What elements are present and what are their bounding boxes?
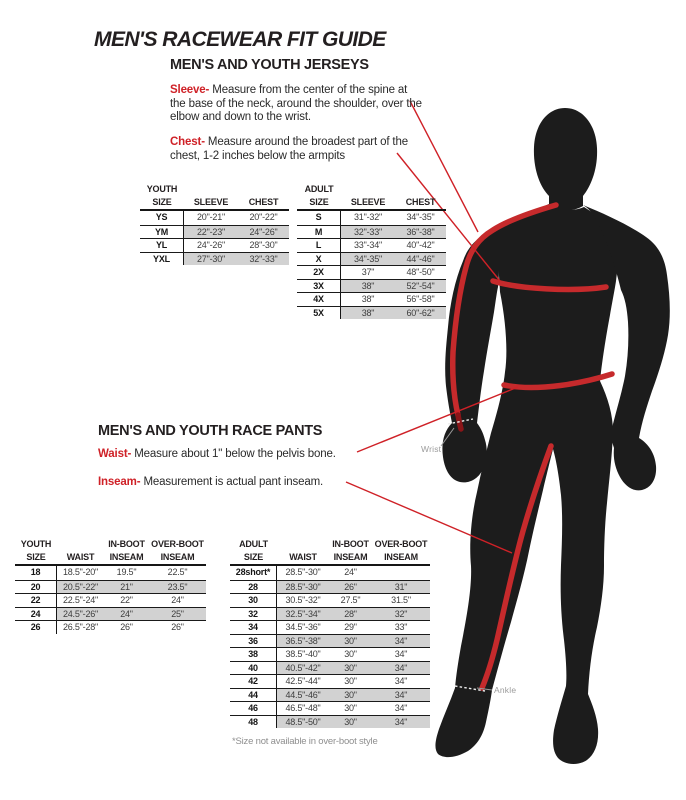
value-cell: 30": [329, 689, 372, 702]
value-cell: 28.5"-30": [277, 581, 329, 594]
value-cell: 44"-46": [395, 253, 446, 266]
value-cell: 30": [329, 635, 372, 648]
value-cell: 34": [372, 662, 430, 675]
value-cell: 22.5": [167, 567, 188, 577]
value-cell: 24"-26": [196, 240, 225, 250]
table-row: [230, 580, 430, 594]
table-body: [140, 211, 289, 265]
size-cell: YS: [140, 211, 184, 225]
size-cell: 36: [230, 635, 277, 648]
value-cell: 26": [329, 581, 372, 594]
value-cell: 26": [171, 622, 184, 632]
size-cell: 38: [230, 648, 277, 661]
value-cell: 32"-33": [341, 226, 395, 239]
value-cell: 30": [344, 676, 357, 686]
wrist-label: Wrist: [421, 444, 442, 454]
head-shape: [534, 108, 597, 211]
value-cell: 38": [341, 280, 395, 293]
value-cell: 32": [372, 608, 430, 621]
value-cell: 34": [394, 649, 408, 659]
value-cell: 30": [329, 662, 372, 675]
table-row: [140, 225, 289, 239]
waist-instruction-text: Measure about 1" below the pelvis bone.: [131, 448, 336, 460]
column-header: SIZE: [152, 197, 172, 207]
size-cell: M: [297, 226, 341, 239]
value-cell: 24": [344, 567, 357, 577]
size-cell: 42: [230, 675, 277, 688]
value-cell: 29": [344, 622, 357, 632]
table-row: [297, 225, 446, 239]
table-row: [230, 661, 430, 675]
table-row: [230, 674, 430, 688]
table-header-row: [15, 551, 206, 566]
column-header: CHEST: [405, 197, 436, 207]
chest-instruction-label: Chest-: [170, 136, 205, 148]
value-cell: 24": [171, 595, 184, 605]
table-row: [230, 620, 430, 634]
value-cell: 30": [344, 703, 357, 713]
column-header: CHEST: [248, 197, 279, 207]
table-row: [230, 566, 430, 580]
value-cell: 30": [329, 716, 372, 729]
table-header-row: [297, 196, 446, 211]
column-header: WAIST: [289, 552, 317, 562]
value-cell: 44.5"-46": [277, 689, 329, 702]
value-cell: 34": [372, 689, 430, 702]
column-header: INSEAM: [333, 552, 368, 562]
value-cell: 21": [104, 581, 149, 594]
value-cell: 31": [372, 581, 430, 594]
sleeve-instruction-label: Sleeve-: [170, 84, 210, 96]
value-cell: 31"-32": [353, 212, 382, 222]
size-cell: 24: [15, 608, 57, 621]
value-cell: 27.5": [340, 595, 361, 605]
column-header: SIZE: [309, 197, 329, 207]
value-cell: 60"-62": [395, 307, 446, 320]
inseam-instruction: [98, 476, 323, 490]
table-row: [230, 647, 430, 661]
column-header: IN-BOOT: [332, 539, 369, 549]
table-group-row: [140, 183, 289, 196]
group-label-spacer: [238, 183, 289, 196]
value-cell: 34"-35": [341, 253, 395, 266]
column-header: SLEEVE: [193, 197, 229, 207]
table-row: [230, 701, 430, 715]
column-header: INSEAM: [160, 552, 195, 562]
size-cell: 22: [15, 594, 57, 607]
adult-jersey-table: [297, 183, 446, 319]
table-group-row: [297, 183, 446, 196]
value-cell: 33"-34": [353, 240, 382, 250]
size-cell: 28: [230, 581, 277, 594]
value-cell: [372, 566, 430, 580]
value-cell: 20"-21": [196, 212, 225, 222]
value-cell: 40.5"-42": [277, 662, 329, 675]
value-cell: 30": [344, 649, 357, 659]
table-row: [297, 252, 446, 266]
value-cell: 34": [394, 703, 408, 713]
table-row: [15, 620, 206, 634]
ankle-label: Ankle: [494, 685, 517, 695]
size-cell: S: [297, 211, 341, 225]
size-cell: 28short*: [230, 566, 277, 580]
size-cell: YXL: [140, 253, 184, 266]
value-cell: 27"-30": [184, 253, 238, 266]
value-cell: 28.5"-30": [285, 567, 321, 577]
value-cell: 24"-26": [238, 226, 289, 239]
youth-jersey-table: [140, 183, 289, 265]
group-label-spacer: [341, 183, 395, 196]
table-row: [230, 593, 430, 607]
size-cell: 2X: [297, 266, 341, 279]
value-cell: 56"-58": [406, 294, 435, 304]
value-cell: 34": [372, 716, 430, 729]
column-header: INSEAM: [384, 552, 418, 562]
table-row: [140, 238, 289, 252]
table-header-row: [140, 196, 289, 211]
table-row: [230, 715, 430, 729]
value-cell: 38": [341, 307, 395, 320]
size-cell: YM: [140, 226, 184, 239]
group-label: ADULT: [239, 539, 268, 549]
table-row: [297, 292, 446, 306]
column-header: OVER-BOOT: [151, 539, 204, 549]
youth-pants-table: [15, 538, 206, 634]
size-cell: 20: [15, 581, 57, 594]
value-cell: 22"-23": [184, 226, 238, 239]
value-cell: 18.5"-20": [62, 567, 99, 577]
value-cell: 37": [361, 267, 375, 277]
column-header: INSEAM: [109, 552, 144, 562]
value-cell: 26": [120, 622, 133, 632]
table-row: [297, 265, 446, 279]
waist-instruction-label: Waist-: [98, 448, 132, 460]
value-cell: 32.5"-34": [277, 608, 329, 621]
waist-instruction: [98, 448, 336, 462]
value-cell: 36.5"-38": [277, 635, 329, 648]
value-cell: 34.5"-36": [285, 622, 321, 632]
value-cell: 28": [329, 608, 372, 621]
value-cell: 20"-22": [249, 212, 278, 222]
group-label-spacer: [395, 183, 446, 196]
value-cell: 40"-42": [406, 240, 435, 250]
group-label-spacer: [277, 538, 329, 551]
table-row: [230, 688, 430, 702]
table-body: [297, 211, 446, 319]
size-cell: 40: [230, 662, 277, 675]
column-header: SIZE: [243, 552, 264, 562]
table-row: [230, 634, 430, 648]
pants-section-heading: MEN'S AND YOUTH RACE PANTS: [98, 423, 323, 439]
value-cell: 28"-30": [249, 240, 278, 250]
value-cell: 38.5"-40": [285, 649, 321, 659]
inseam-instruction-label: Inseam-: [98, 476, 141, 488]
value-cell: 34"-35": [406, 212, 435, 222]
inseam-instruction-text: Measurement is actual pant inseam.: [140, 476, 324, 488]
size-cell: YL: [140, 239, 184, 252]
value-cell: 34": [372, 635, 430, 648]
size-cell: 3X: [297, 280, 341, 293]
value-cell: 33": [394, 622, 408, 632]
size-cell: 46: [230, 702, 277, 715]
table-group-row: [230, 538, 430, 551]
group-label: YOUTH: [146, 184, 178, 194]
page-title: MEN'S RACEWEAR FIT GUIDE: [94, 27, 386, 51]
column-header: SLEEVE: [350, 197, 386, 207]
jerseys-section-heading: MEN'S AND YOUTH JERSEYS: [170, 57, 369, 73]
value-cell: 36"-38": [395, 226, 446, 239]
table-row: [15, 566, 206, 580]
value-cell: 30.5"-32": [285, 595, 321, 605]
value-cell: 31.5": [391, 595, 411, 605]
value-cell: 48.5"-50": [277, 716, 329, 729]
value-cell: 19.5": [116, 567, 137, 577]
value-cell: 23.5": [149, 581, 206, 594]
group-label-spacer: [184, 183, 238, 196]
value-cell: 52"-54": [395, 280, 446, 293]
table-row: [15, 607, 206, 621]
size-cell: 4X: [297, 293, 341, 306]
table-body: [15, 566, 206, 634]
column-header: SIZE: [26, 552, 46, 562]
table-body: [230, 566, 430, 728]
chest-instruction-text: Measure around the broadest part of the chest, 1-2 inches below the armpits: [170, 136, 408, 162]
size-cell: L: [297, 239, 341, 252]
value-cell: 38": [361, 294, 375, 304]
table-row: [140, 211, 289, 225]
value-cell: 34": [394, 676, 408, 686]
value-cell: 20.5"-22": [57, 581, 104, 594]
value-cell: 42.5"-44": [285, 676, 321, 686]
size-cell: X: [297, 253, 341, 266]
size-cell: 30: [230, 594, 277, 607]
table-row: [297, 238, 446, 252]
sleeve-instruction: [170, 84, 425, 125]
sleeve-instruction-text: Measure from the center of the spine at the base of the neck, around the shoulder, over the elbow and down to the wrist.: [170, 84, 422, 123]
table-row: [15, 593, 206, 607]
size-cell: 18: [15, 566, 57, 580]
value-cell: 46.5"-48": [285, 703, 321, 713]
size-cell: 5X: [297, 307, 341, 320]
value-cell: 22": [120, 595, 133, 605]
table-row: [15, 580, 206, 594]
value-cell: 48"-50": [406, 267, 435, 277]
value-cell: 24.5"-26": [57, 608, 104, 621]
table-row: [297, 211, 446, 225]
column-header: OVER-BOOT: [374, 539, 428, 549]
size-cell: 44: [230, 689, 277, 702]
size-cell: 48: [230, 716, 277, 729]
table-row: [230, 607, 430, 621]
size-cell: 26: [15, 621, 57, 634]
table-group-row: [15, 538, 206, 551]
column-header: WAIST: [66, 552, 95, 562]
group-label: YOUTH: [20, 539, 52, 549]
size-cell: 32: [230, 608, 277, 621]
value-cell: 24": [104, 608, 149, 621]
value-cell: 32"-33": [238, 253, 289, 266]
table-row: [140, 252, 289, 266]
adult-pants-table: [230, 538, 430, 728]
value-cell: 25": [149, 608, 206, 621]
group-label: ADULT: [304, 184, 334, 194]
group-label-spacer: [57, 538, 104, 551]
table-row: [297, 279, 446, 293]
over-boot-footnote: *Size not available in over-boot style: [232, 736, 378, 747]
table-row: [297, 306, 446, 320]
chest-instruction: [170, 136, 425, 163]
size-cell: 34: [230, 621, 277, 634]
value-cell: 22.5"-24": [62, 595, 99, 605]
value-cell: 26.5"-28": [62, 622, 99, 632]
column-header: IN-BOOT: [108, 539, 145, 549]
table-header-row: [230, 551, 430, 566]
